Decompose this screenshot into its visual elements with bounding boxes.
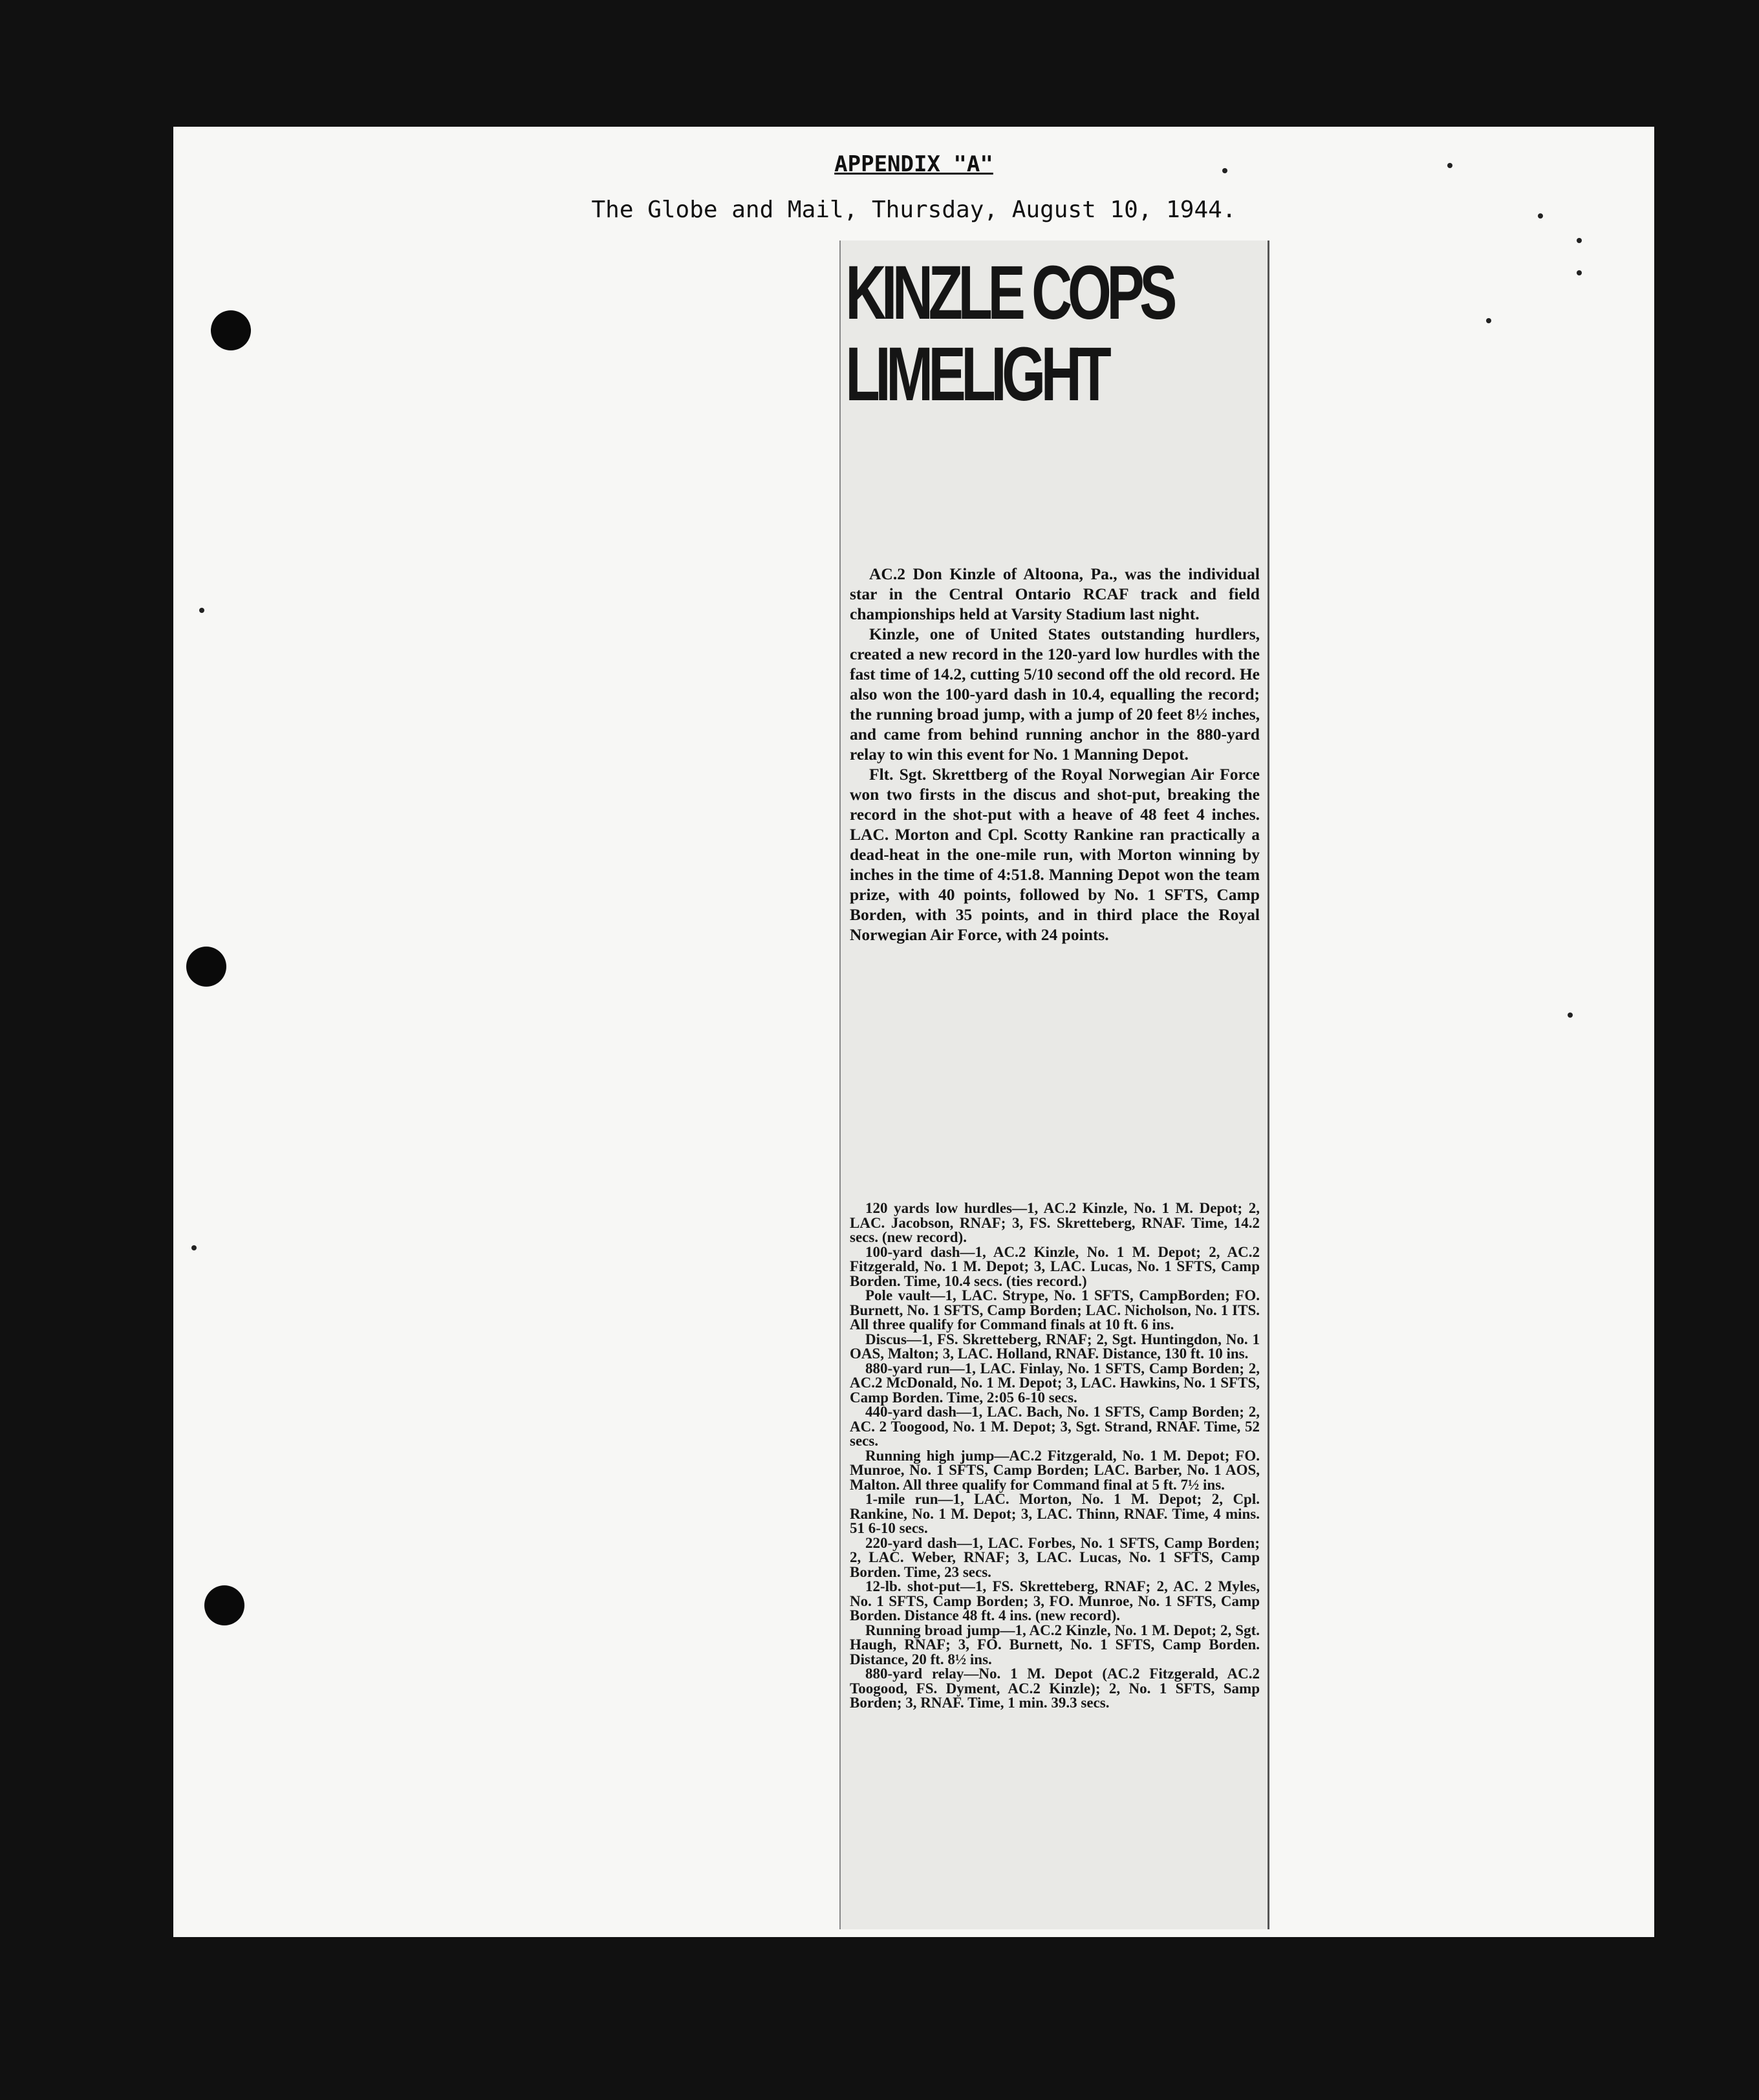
result-entry: 440-yard dash—1, LAC. Bach, No. 1 SFTS, Camp Borden; 2, AC. 2 Toogood, No. 1 M. Depot; 3, Sgt. Strand, RNAF. Time, 52 secs. (850, 1404, 1260, 1449)
result-entry: 880-yard run—1, LAC. Finlay, No. 1 SFTS, Camp Borden; 2, AC.2 McDonald, No. 1 M. Depot; 3, LAC. Hawkins, No. 1 SFTS, Camp Borden. Time, 2:05 6-10 secs. (850, 1360, 1260, 1406)
article-paragraph: Kinzle, one of United States outstanding hurdlers, created a new record in the 120-yard low hurdles with the fast time of 14.2, cutting 5/10 second off the old record. He also won the 100-yard dash in 10.4, equalling the record; the running broad jump, with a jump of 20 feet 8½ inches, and came from behind running anchor in the 880-yard relay to win this event for No. 1 Manning Depot. (850, 625, 1260, 764)
result-entry: Pole vault—1, LAC. Strype, No. 1 SFTS, CampBorden; FO. Burnett, No. 1 SFTS, Camp Borden; LAC. Nicholson, No. 1 ITS. All three qualify for Command finals at 10 ft. 6 ins. (850, 1287, 1260, 1333)
result-entry: 1-mile run—1, LAC. Morton, No. 1 M. Depot; 2, Cpl. Rankine, No. 1 M. Depot; 3, LAC. Thinn, RNAF. Time, 4 mins. 51 6-10 secs. (850, 1491, 1260, 1536)
appendix-heading: APPENDIX "A" (834, 151, 993, 177)
result-entry: 100-yard dash—1, AC.2 Kinzle, No. 1 M. Depot; 2, AC.2 Fitzgerald, No. 1 M. Depot; 3, LAC. Lucas, No. 1 SFTS, Camp Borden. Time, 10.4 secs. (ties record.) (850, 1243, 1260, 1289)
punch-hole-bottom (204, 1585, 244, 1625)
result-entry: Running broad jump—1, AC.2 Kinzle, No. 1 M. Depot; 2, Sgt. Haugh, RNAF; 3, FO. Burnett, No. 1 SFTS, Camp Borden. Distance, 20 ft. 8½ ins. (850, 1622, 1260, 1667)
page-speck (1568, 1012, 1573, 1018)
headline-line: LIMELIGHT (845, 332, 1107, 417)
page-speck (191, 1245, 197, 1250)
result-entry: 880-yard relay—No. 1 M. Depot (AC.2 Fitzgerald, AC.2 Toogood, FS. Dyment, AC.2 Kinzle); 2, No. 1 SFTS, Samp Borden; 3, RNAF. Time, 1 min. 39.3 secs. (850, 1666, 1260, 1711)
page-speck (199, 608, 204, 613)
result-entry: Running high jump—AC.2 Fitzgerald, No. 1 M. Depot; FO. Munroe, No. 1 SFTS, Camp Borden; LAC. Barber, No. 1 AOS, Malton. All three qualify for Command final at 5 ft. 7½ ins. (850, 1447, 1260, 1493)
punch-hole-middle (186, 947, 226, 987)
punch-hole-top (211, 310, 251, 350)
source-line: The Globe and Mail, Thursday, August 10, 1944. (591, 197, 1236, 223)
result-entry: 12-lb. shot-put—1, FS. Skretteberg, RNAF; 2, AC. 2 Myles, No. 1 SFTS, Camp Borden; 3, FO. Munroe, No. 1 SFTS, Camp Borden. Distance 48 ft. 4 ins. (new record). (850, 1578, 1260, 1623)
article-body (850, 564, 1260, 945)
clipping-headline (841, 252, 1269, 415)
event-results (850, 1201, 1260, 1711)
result-entry: 220-yard dash—1, LAC. Forbes, No. 1 SFTS, Camp Borden; 2, LAC. Weber, RNAF; 3, LAC. Lucas, No. 1 SFTS, Camp Borden. Time, 23 secs. (850, 1534, 1260, 1580)
page-speck (1577, 238, 1582, 243)
newspaper-clipping (839, 241, 1269, 1929)
page-speck (1486, 318, 1491, 323)
page-speck (1577, 270, 1582, 275)
result-entry: Discus—1, FS. Skretteberg, RNAF; 2, Sgt. Huntingdon, No. 1 OAS, Malton; 3, LAC. Holland, RNAF. Distance, 130 ft. 10 ins. (850, 1331, 1260, 1362)
headline-line: KINZLE COPS (845, 250, 1173, 336)
document-page (173, 127, 1654, 1937)
article-paragraph: Flt. Sgt. Skrettberg of the Royal Norwegian Air Force won two firsts in the discus and shot-put, breaking the record in the shot-put with a heave of 48 feet 4 inches. LAC. Morton and Cpl. Scotty Rankine ran practically a dead-heat in the one-mile run, with Morton winning by inches in the time of 4:51.8. Manning Depot won the team prize, with 40 points, followed by No. 1 SFTS, Camp Borden, with 35 points, and in third place the Royal Norwegian Air Force, with 24 points. (850, 765, 1260, 944)
result-entry: 120 yards low hurdles—1, AC.2 Kinzle, No. 1 M. Depot; 2, LAC. Jacobson, RNAF; 3, FS. Skretteberg, RNAF. Time, 14.2 secs. (new record). (850, 1200, 1260, 1245)
article-paragraph: AC.2 Don Kinzle of Altoona, Pa., was the individual star in the Central Ontario RCAF track and field championships held at Varsity Stadium last night. (850, 564, 1260, 623)
